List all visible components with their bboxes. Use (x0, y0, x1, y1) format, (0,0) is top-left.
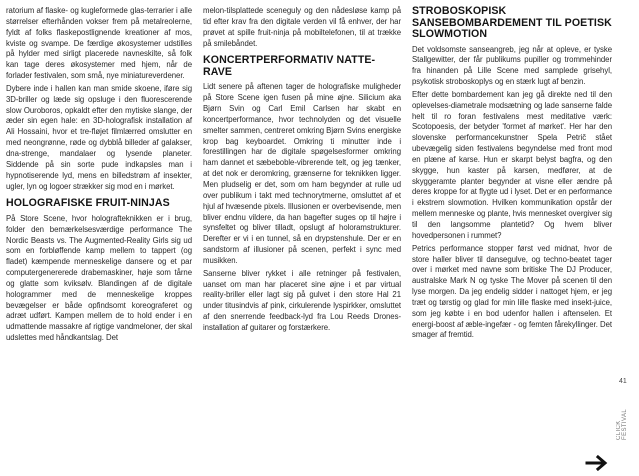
column-3 (412, 6, 612, 343)
section-heading: HOLOGRAFISKE FRUIT-NINJAS (6, 197, 170, 210)
column-2 (203, 6, 401, 336)
section-heading: STROBOSKOPISK SANSEBOMBARDEMENT TIL POETISK SLOWMOTION (412, 5, 612, 40)
paragraph: Det voldsomste sanseangreb, jeg når at opleve, er tyske Stallgewitter, der får publikums pupiller og trommehinder fra hinanden på Lille Scene med samplede grisehyl, psykotisk stroboskoplys og en stærk lugt af benzin. (412, 44, 612, 87)
paragraph: Dybere inde i hallen kan man smide skoene, iføre sig 3D-briller og læde sig opsluge i den fluorescerende slow Ouroboros, opkaldt efter den mytiske slange, der æder sin egen hale: en 3D-holografisk installation af Ali Hossaini, hvor et tre-fløjet filmlærred omslutter en med neongrønne, røde og dybblå billeder af galakser, dna-strenge, mandalaer og lysende planeter. Siddende på sin sorte pude indkapsles man i hypnotiserende lyd, mens en billedstrøm af insekter, ugler, lyn og logoer strækker sig mod en i mørket. (6, 83, 192, 191)
section-heading: KONCERTPERFORMATIV NATTE-RAVE (203, 54, 376, 78)
paragraph: Sanserne bliver rykket i alle retninger på festivalen, uanset om man har placeret sine øjne i et par virtual reality-briller eller lagt sig på gulvet i den store Hal 21 under titusindvis af pink, cirkulerende lyspirkker, omsluttet af den snerrende feedback-lyd fra Lou Reeds Drones-installation af guitarer og forstærkere. (203, 268, 401, 332)
paragraph: Lidt senere på aftenen tager de holografiske muligheder på Store Scene igen fusen på mine øjne. Silicium aka Bjørn Svin og Carl Emil Carlsen har skabt en koncertperformance, hvor technolyden og det visuelle smelter sammen, centreret omkring Bjørn Svins energiske krop bag keyboardet. Omkring ti minutter inde i forestillingen har de digitale spøgelsesformer omkring ham dannet et sæbeboble-vibrerende telt, og jeg tænker, at det nok er deromkring, grænserne for teknikken ligger. Men pludselig er det, som om ham begynder at rulle ud over publikum i takt med technorytmerne, omsluttet af et hjul af hvæsende pixels. Illusionen er overbevisende, men bliver endnu vildere, da han bagefter suges op til højre i synsfeltet og bliver tilladt, opslugt af holoramstrukturer. Derefter er vi i en tunnel, så en drypstenshule. Der er en sandstorm af illusioner på scenen, perfekt i sync med musikken. (203, 82, 401, 265)
paragraph: melon-tilsplattede sceneguly og den nådesløse kamp på tid efter krav fra den digitale verden vil få enhver, der har prøvet at spille fruit-ninja på mobiltelefonen, til at trække på smilebåndet. (203, 6, 401, 48)
page-number: 41 (619, 378, 627, 385)
column-1 (6, 6, 192, 346)
footer-label: CLICK FESTIVAL (616, 408, 628, 440)
next-arrow-icon[interactable] (585, 455, 609, 471)
paragraph: ratorium af flaske- og kugleformede glas-terrarier i alle størrelser efterhånden vokser frem på metalreolerne, fyldt af folks flaskepostlignende kreationer af mos, kviste og svampe. De færdige økosystemer udstilles på hylder med sirligt placerede navneskilte, så folk kan tage deres økosystemer med hjem, når de forlader festivalen, som små, nye miniatureverdener. (6, 6, 192, 81)
paragraph: Petrics performance stopper først ved midnat, hvor de store haller bliver til dansegulve, og techno-beatet tager over i mørket med navne som britiske The DJ Producer, australske Mark N og tyske The Mover på scenen til den lyse morgen. Da jeg endelig sidder i nattoget hjem, er jeg træt og tørstig og glad for min lille flaske med insekt-juice, som jeg købte i en bod udenfor hallen i aftenselen. Et energi-boost af æble-ingefær - og femten fårekyllinger. Det smager af fremtid. (412, 243, 612, 340)
paragraph: På Store Scene, hvor holografteknikken er i brug, folder den bemærkelsesværdige performance The Nordic Beasts vs. The Augmented-Reality Girls sig ud som en forbløffende kamp mellem to tappert (og fladet) kæmpende menneskelige dansere og et par computergenererede drabemaskiner, høje som tårne og glatte som kviksølv. Blandingen af de digitale hologrammer med de menneskelige kroppes bevægelser er både opfindsomt koreograferet og adræt udført. Kampen mellem de to hold ender i en udmattende massakre af rigtige vandmeloner, der skal udslettes med håndkantslag. Det (6, 213, 192, 343)
paragraph: Efter dette bombardement kan jeg gå direkte ned til den oplevelses-diametrale modsætning og lade sanserne falde helt til ro foran festivalens mest meditative værk: Scotopoesis, der betyder 'formet af mørket'. Her har den slovenske performancekunstner Spela Petrič stået ubevægelig siden festivalens begyndelse med front mod en plæne af karse. Hun er skarpt belyst bagfra, og den skygge, hun kaster på karsen, medfører, at de skyggeramte planter begynder at visne eller ændre på deres kroppe for at flygte ud i lyset. Det er en performance i ekstrem slowmotion. Hvilken kommunikation opstår der mellem menneske og plante, hvis mennesket overgiver sig til den langsomme plantetid? Og hvem bliver hovedpersonen i rummet? (412, 89, 612, 240)
